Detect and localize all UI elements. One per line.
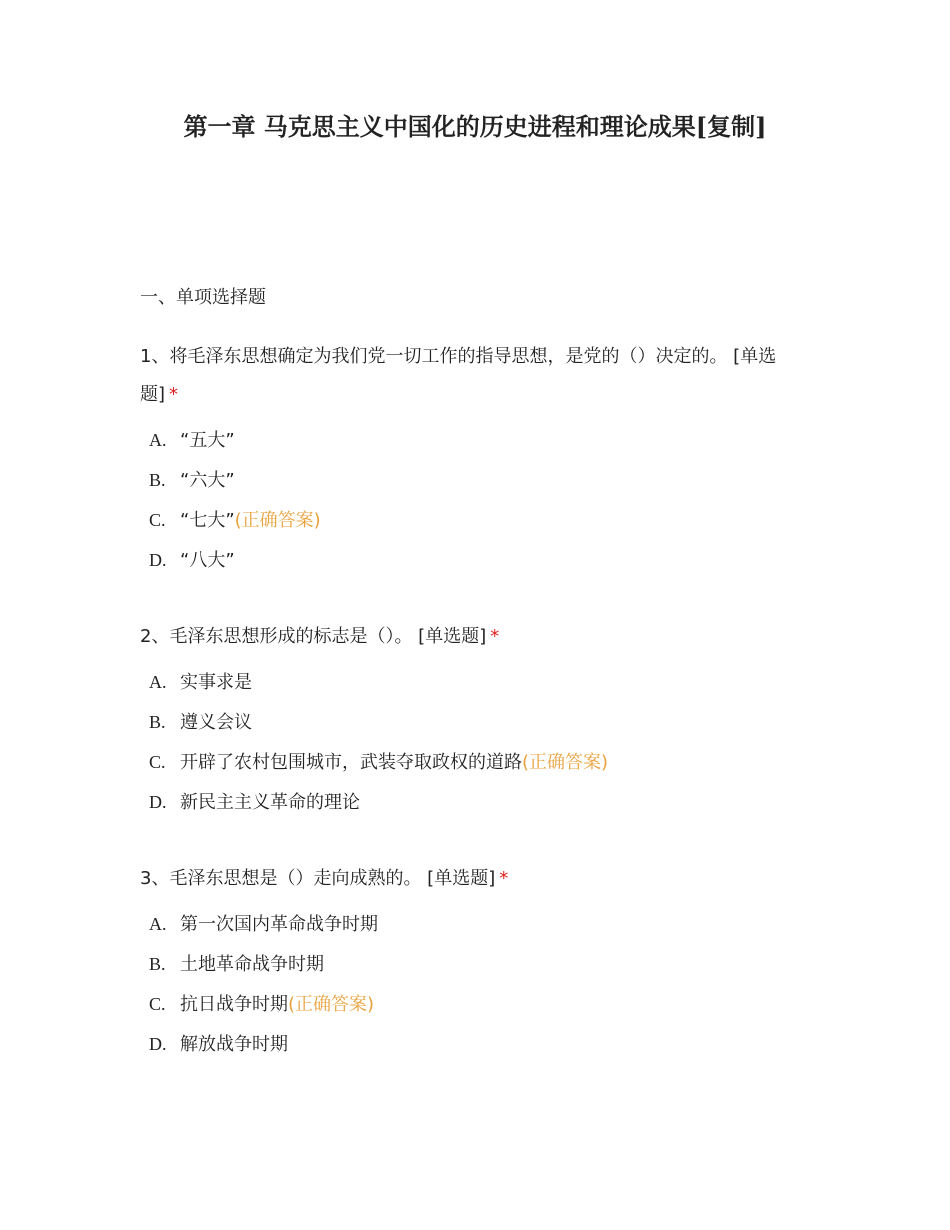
page-title: 第一章 马克思主义中国化的历史进程和理论成果[复制] (183, 112, 767, 141)
option-1-a (140, 420, 805, 460)
option-text: 抗日战争时期 (180, 994, 288, 1015)
question-text (140, 618, 805, 656)
required-asterisk: * (169, 384, 179, 405)
option-letter: A. (149, 672, 167, 692)
option-letter: A. (149, 430, 167, 450)
option-1-c (140, 500, 805, 540)
option-3-a (140, 904, 805, 944)
option-text: 开辟了农村包围城市，武装夺取政权的道路 (180, 752, 522, 773)
option-2-a (140, 662, 805, 702)
option-letter: D. (149, 792, 167, 812)
option-text: “八大” (180, 550, 235, 571)
option-2-d (140, 782, 805, 822)
option-text: 新民主主义革命的理论 (180, 792, 360, 813)
section-heading: 一、单项选择题 (140, 287, 266, 308)
correct-answer-label: (正确答案) (234, 510, 321, 531)
option-letter: D. (149, 1034, 167, 1054)
question-1-text: 1、将毛泽东思想确定为我们党一切工作的指导思想，是党的（）决定的。 [单选题] (140, 346, 777, 405)
option-text: 实事求是 (180, 672, 252, 693)
correct-answer-label: (正确答案) (288, 994, 375, 1015)
option-letter: B. (149, 470, 166, 490)
correct-answer-label: (正确答案) (522, 752, 609, 773)
option-3-d (140, 1024, 805, 1064)
option-text: “七大” (180, 510, 235, 531)
option-letter: B. (149, 712, 166, 732)
option-3-b (140, 944, 805, 984)
required-asterisk: * (490, 626, 500, 647)
option-text: 土地革命战争时期 (180, 954, 324, 975)
option-text: 遵义会议 (180, 712, 252, 733)
required-asterisk: * (499, 868, 509, 889)
question-text (140, 338, 805, 414)
question-3-text: 3、毛泽东思想是（）走向成熟的。 [单选题] (140, 868, 496, 889)
question-2 (140, 618, 805, 822)
option-1-b (140, 460, 805, 500)
option-1-d (140, 540, 805, 580)
option-3-c (140, 984, 805, 1024)
question-1 (140, 338, 805, 580)
question-text (140, 860, 805, 898)
option-2-b (140, 702, 805, 742)
option-letter: C. (149, 994, 166, 1014)
option-letter: A. (149, 914, 167, 934)
option-2-c (140, 742, 805, 782)
option-text: “五大” (180, 430, 235, 451)
option-text: 解放战争时期 (180, 1034, 288, 1055)
option-letter: C. (149, 752, 166, 772)
option-text: “六大” (180, 470, 235, 491)
option-text: 第一次国内革命战争时期 (180, 914, 378, 935)
question-2-text: 2、毛泽东思想形成的标志是（）。 [单选题] (140, 626, 487, 647)
question-3 (140, 860, 805, 1064)
option-letter: C. (149, 510, 166, 530)
option-letter: D. (149, 550, 167, 570)
option-letter: B. (149, 954, 166, 974)
